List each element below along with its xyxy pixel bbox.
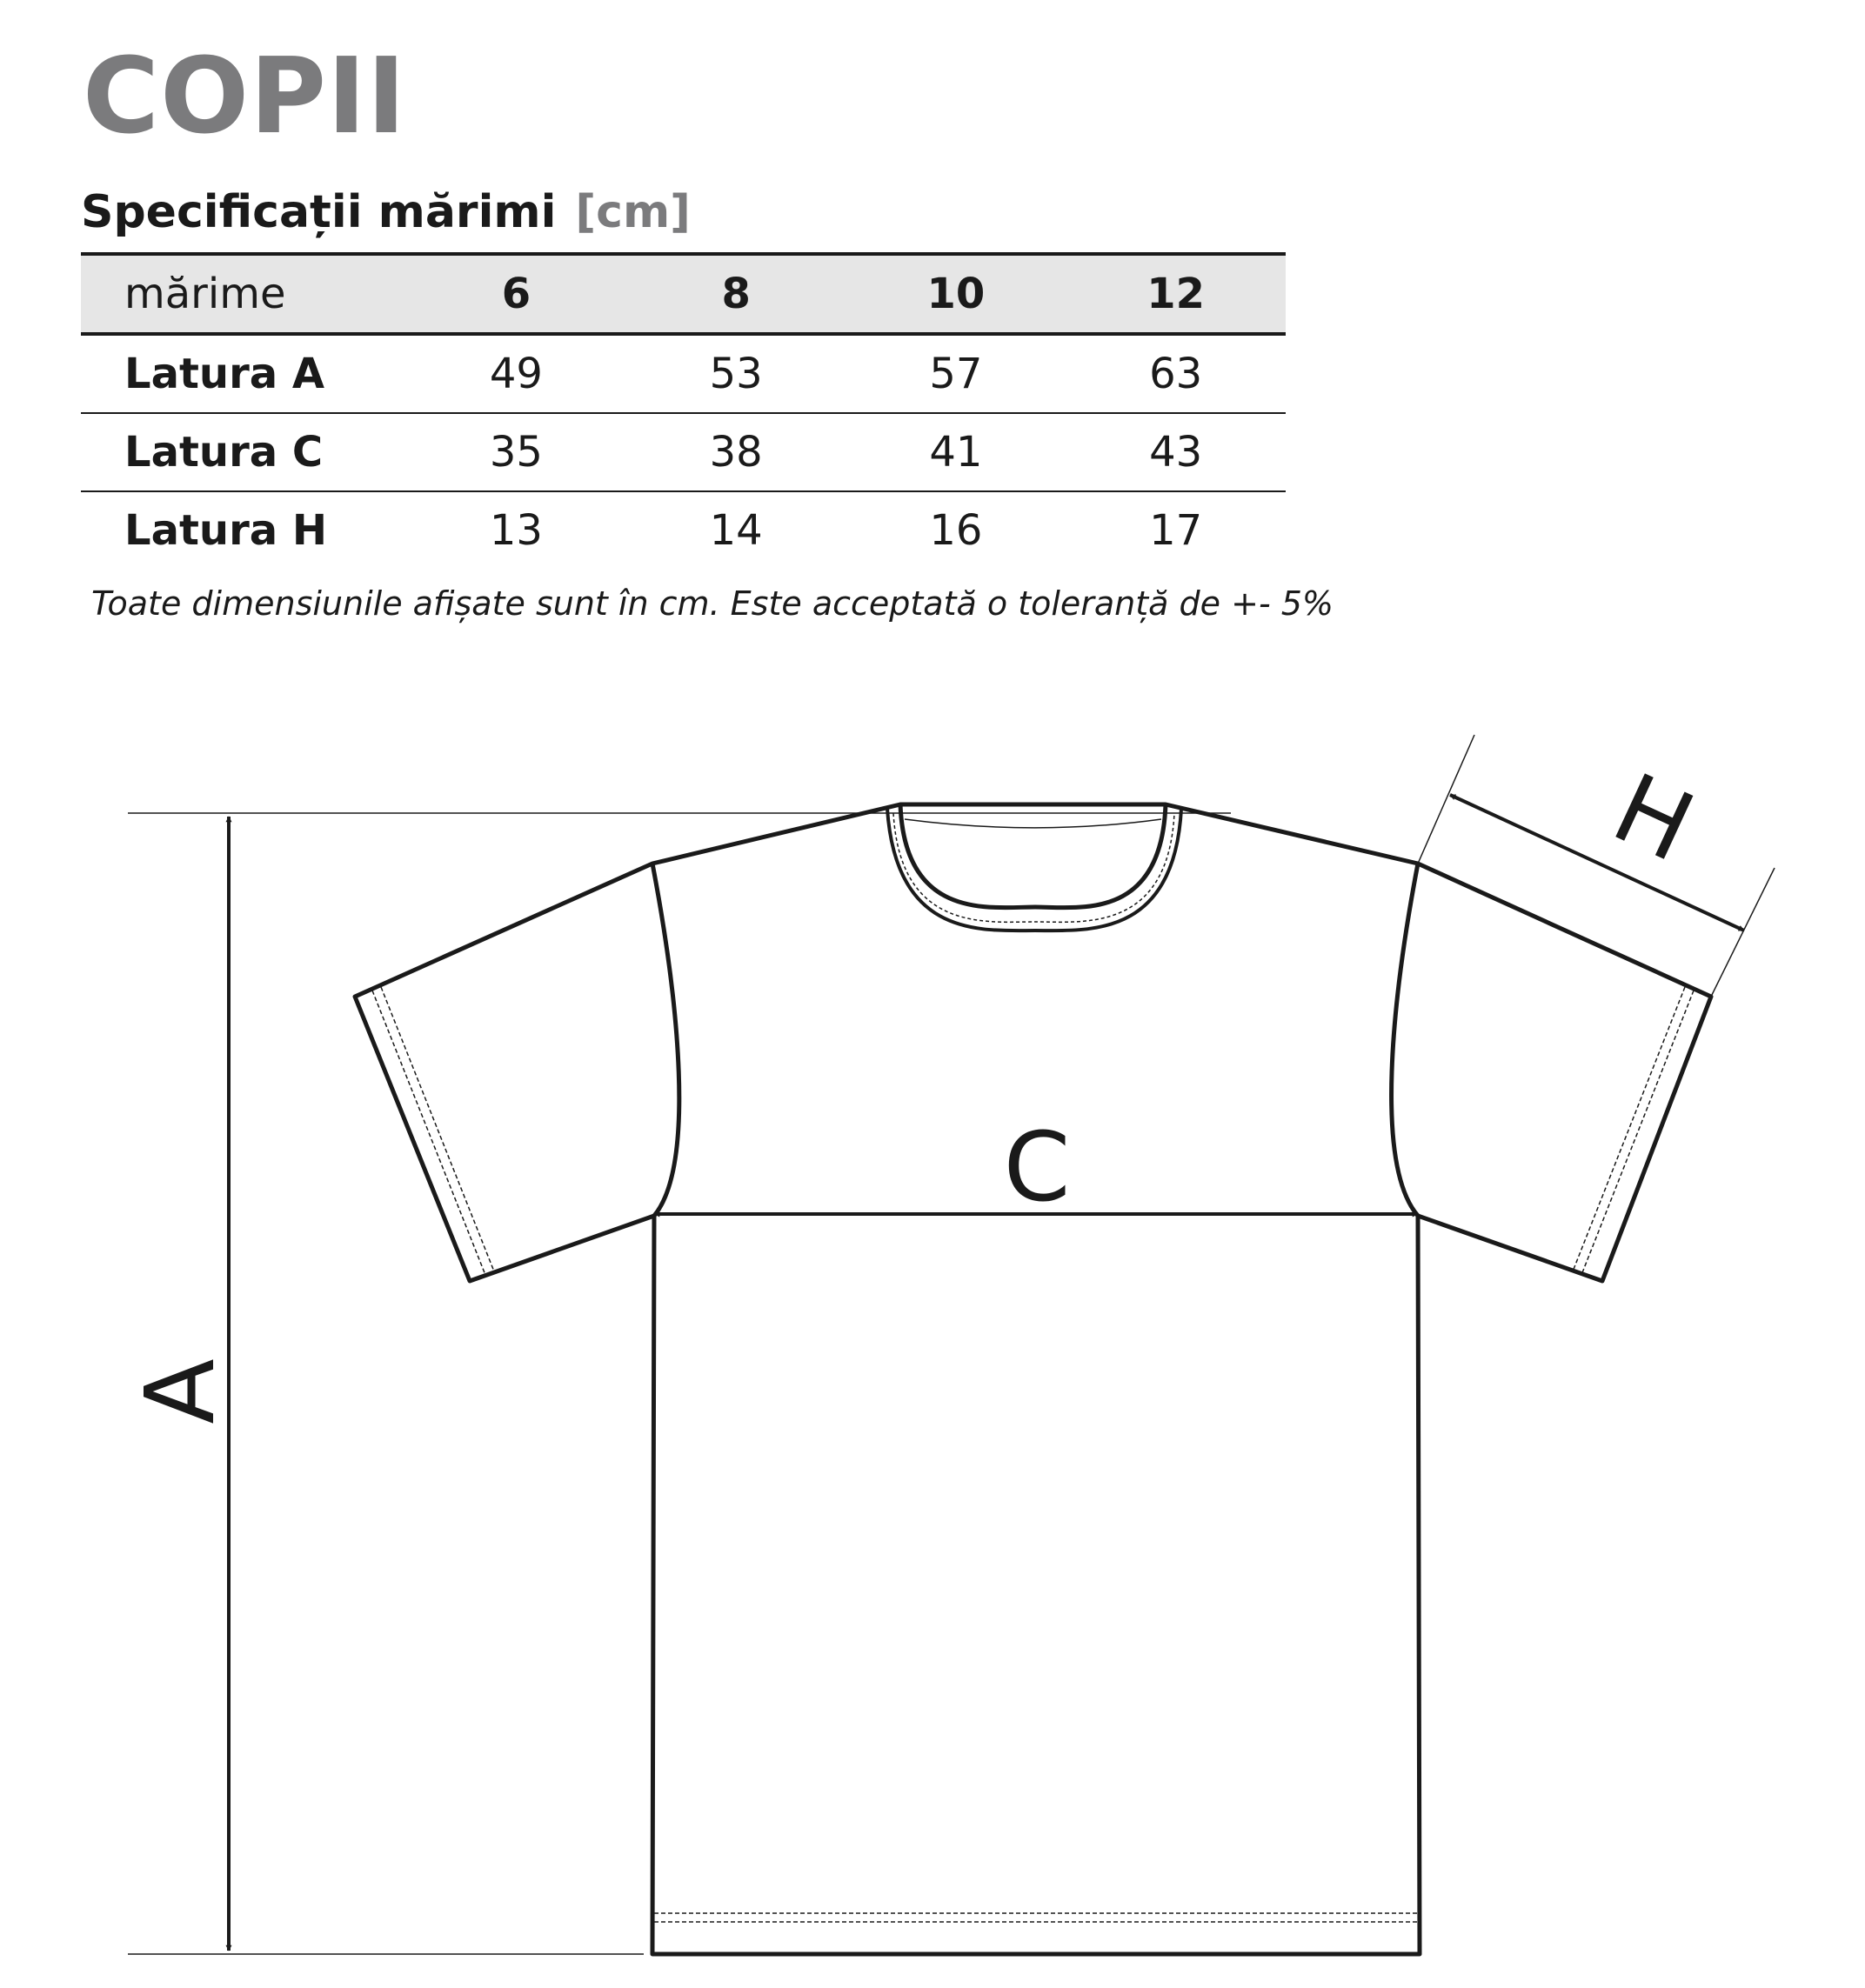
size-header-label: mărime <box>124 270 286 318</box>
right-sleeve-stitching <box>1581 991 1694 1275</box>
dimension-c-label: C <box>1003 1111 1071 1223</box>
tolerance-note: Toate dimensiunile afișate sunt în cm. Este acceptată o toleranță de +- 5% <box>91 584 1334 623</box>
row-label: Latura A <box>124 350 325 398</box>
row-label: Latura C <box>124 428 324 477</box>
table-cell: 16 <box>929 506 983 555</box>
dimension-h-arrow <box>1450 795 1744 931</box>
table-cell: 63 <box>1149 350 1203 398</box>
size-header-cell: 10 <box>926 270 986 318</box>
left-sleeve-stitching <box>372 991 485 1275</box>
table-cell: 49 <box>489 350 543 398</box>
table-cell: 38 <box>709 428 763 477</box>
table-cell: 35 <box>489 428 543 477</box>
size-header-cell: 12 <box>1146 270 1206 318</box>
dimension-h-label: H <box>1597 752 1710 884</box>
collar-back-line <box>905 819 1161 828</box>
size-spec-title: Specificații mărimi <box>81 186 557 238</box>
size-header-cell: 6 <box>501 270 531 318</box>
collar-outer <box>887 809 1181 931</box>
tshirt-outline <box>355 804 1711 1954</box>
row-label: Latura H <box>124 506 328 555</box>
table-cell: 14 <box>709 506 763 555</box>
page-title: COPII <box>83 37 407 157</box>
table-cell: 53 <box>709 350 763 398</box>
left-armhole-seam <box>652 864 679 1216</box>
table-cell: 43 <box>1149 428 1203 477</box>
table-cell: 17 <box>1149 506 1203 555</box>
table-cell: 41 <box>929 428 983 477</box>
size-header-cell: 8 <box>721 270 751 318</box>
right-armhole-seam <box>1392 864 1418 1216</box>
right-sleeve-stitching <box>1573 987 1685 1271</box>
h-extension-line <box>1418 735 1474 864</box>
table-cell: 57 <box>929 350 983 398</box>
left-sleeve-stitching <box>381 987 494 1271</box>
table-cell: 13 <box>489 506 543 555</box>
size-spec-unit: [cm] <box>575 186 691 238</box>
h-extension-line <box>1711 868 1775 997</box>
dimension-a-label: A <box>124 1358 236 1424</box>
collar-inner <box>900 804 1166 908</box>
